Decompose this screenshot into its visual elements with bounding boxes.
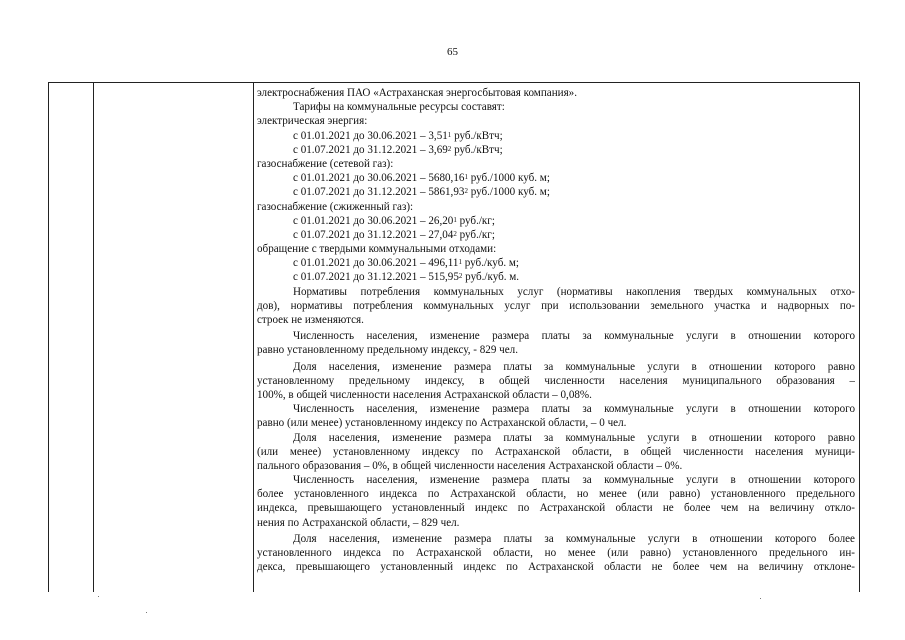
document-line — [257, 459, 855, 473]
line-text: установленного индекса по Астраханской области, но менее (или равно) установленного предельного ин- — [257, 547, 855, 559]
line-text: индекса, превышающего установленный индекс по Астраханской области не более чем на величину откло- — [257, 502, 855, 515]
footnote-marker: 2 — [447, 144, 452, 153]
document-line — [257, 360, 855, 374]
document-line — [257, 171, 855, 185]
line-text: более установленного индекса по Астраханской области, но менее (или равно) установленного предельного — [257, 488, 855, 501]
document-line — [257, 86, 855, 100]
document-line — [257, 532, 855, 546]
line-text: Тарифы на коммунальные ресурсы составят: — [293, 101, 505, 114]
document-line — [257, 402, 855, 416]
document-line — [257, 114, 855, 128]
document-table — [48, 82, 860, 592]
line-text: с 01.01.2021 до 30.06.2021 – 5680,16 — [293, 172, 465, 185]
document-line — [257, 516, 855, 530]
line-text: Доля населения, изменение размера платы за коммунальные услуги в отношении которого равно — [293, 360, 855, 373]
line-text: Доля населения, изменение размера платы за коммунальные услуги в отношении которого более — [293, 532, 855, 545]
document-line — [257, 546, 855, 560]
footnote-marker: 1 — [464, 173, 468, 182]
line-text: Численность населения, изменение размера платы за коммунальные услуги в отношении которого — [293, 474, 855, 487]
line-text: с 01.07.2021 до 31.12.2021 – 3,69 — [293, 143, 448, 156]
footnote-marker: 1 — [453, 215, 457, 224]
line-text: с 01.01.2021 до 30.06.2021 – 496,11 — [293, 257, 459, 270]
document-line — [257, 157, 855, 171]
footnote-marker: 2 — [453, 229, 457, 238]
line-text: газоснабжение (сжиженный газ): — [257, 200, 414, 213]
document-line — [257, 185, 855, 199]
document-line — [257, 242, 855, 256]
footnote-marker: 2 — [464, 187, 468, 196]
line-text: с 01.07.2021 до 31.12.2021 – 5861,93 — [293, 186, 465, 199]
line-text: установленному предельному индексу, в общей численности населения муниципального образования – — [257, 374, 855, 387]
footnote-marker: 1 — [447, 130, 452, 139]
line-text: равно (или менее) установленному индексу по Астраханской области, – 0 чел. — [257, 417, 627, 430]
line-text: (или менее) установленному индексу по Астраханской области, в общей численности населения муници- — [257, 445, 855, 458]
line-text: обращение с твердыми коммунальными отходами: — [257, 243, 497, 256]
scan-speck — [760, 598, 761, 599]
line-text: пального образования – 0%, в общей численности населения Астраханской области – 0%. — [257, 459, 683, 472]
table-column-divider-2 — [253, 83, 254, 592]
footnote-marker: 2 — [458, 272, 463, 281]
footnote-marker: 1 — [458, 258, 462, 267]
document-line — [257, 473, 855, 487]
line-text-unit: руб./куб. м. — [462, 271, 520, 284]
line-text-unit: руб./куб. м; — [461, 257, 519, 270]
document-line — [257, 501, 855, 515]
line-text: Численность населения, изменение размера платы за коммунальные услуги в отношении которого — [293, 330, 855, 343]
line-text: дов), нормативы потребления коммунальных услуг при использовании земельного участка и надворных по- — [257, 299, 855, 312]
line-text-unit: руб./кг; — [456, 228, 495, 241]
document-line — [257, 256, 855, 270]
document-line — [257, 445, 855, 459]
document-line — [257, 374, 855, 388]
document-line — [257, 270, 855, 284]
document-line — [257, 388, 855, 402]
line-text: Нормативы потребления коммунальных услуг (нормативы накопления твердых коммунальных отхо- — [293, 285, 855, 298]
table-column-divider-1 — [93, 83, 94, 592]
document-line — [257, 431, 855, 445]
document-text-cell — [257, 86, 855, 574]
line-text: декса, превышающего установленный индекс по Астраханской области не более чем на величину отклоне- — [257, 561, 855, 574]
line-text: с 01.07.2021 до 31.12.2021 – 515,95 — [293, 271, 459, 284]
line-text: электроснабжения ПАО «Астраханская энергосбытовая компания». — [257, 87, 577, 99]
page-number: 65 — [447, 46, 458, 58]
line-text: 100%, в общей численности населения Астраханской области – 0,08%. — [257, 388, 592, 401]
line-text: газоснабжение (сетевой газ): — [257, 157, 394, 170]
line-text: с 01.01.2021 до 30.06.2021 – 3,51 — [293, 129, 448, 142]
document-line — [257, 214, 855, 228]
line-text: электрическая энергия: — [257, 115, 368, 128]
document-line — [257, 200, 855, 214]
line-text: нения по Астраханской области, – 829 чел. — [257, 516, 460, 529]
document-line — [257, 100, 855, 114]
scan-speck — [146, 612, 147, 613]
line-text-unit: руб./1000 куб. м; — [467, 186, 550, 199]
line-text: с 01.07.2021 до 31.12.2021 – 27,04 — [293, 228, 454, 241]
line-text: Численность населения, изменение размера платы за коммунальные услуги в отношении которого — [293, 403, 855, 416]
line-text-unit: руб./1000 куб. м; — [467, 172, 550, 185]
document-line — [257, 487, 855, 501]
line-text: строек не изменяются. — [257, 314, 364, 326]
document-line — [257, 343, 855, 357]
document-line — [257, 143, 855, 157]
document-line — [257, 299, 855, 313]
document-line — [257, 129, 855, 143]
document-line — [257, 416, 855, 430]
line-text: Доля населения, изменение размера платы за коммунальные услуги в отношении которого равно — [293, 431, 855, 444]
line-text-unit: руб./кВтч; — [451, 129, 503, 142]
document-line — [257, 313, 855, 327]
line-text-unit: руб./кВтч; — [451, 143, 503, 156]
line-text: равно установленному предельному индексу, - 829 чел. — [257, 344, 518, 357]
line-text: с 01.01.2021 до 30.06.2021 – 26,20 — [293, 214, 454, 227]
document-line — [257, 228, 855, 242]
document-line — [257, 560, 855, 574]
scan-speck — [98, 596, 99, 597]
document-line — [257, 285, 855, 299]
line-text-unit: руб./кг; — [456, 214, 495, 227]
document-line — [257, 329, 855, 343]
